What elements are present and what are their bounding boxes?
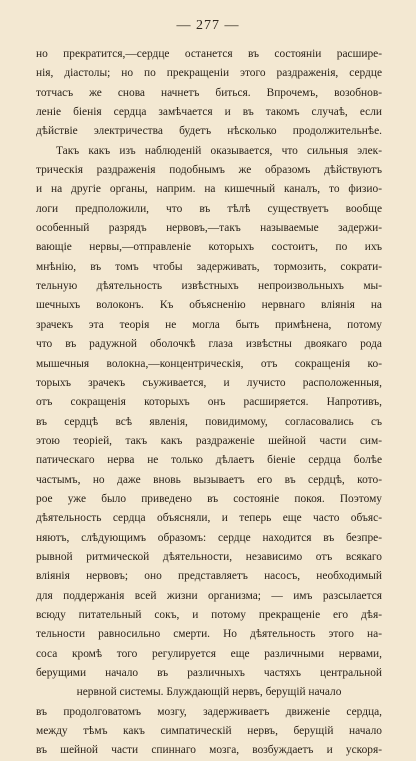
text-line: вающiе нервы,—отправленiе которыхъ состоитъ, по ихъ	[36, 241, 382, 254]
text-line: логи предположили, что въ тѣлѣ существуетъ вообще	[36, 202, 382, 215]
text-line: Такъ какъ изъ наблюденiй оказывается, что сильныя элек-	[56, 144, 382, 157]
text-line: въ продолговатомъ мозгу, задерживаетъ движенiе сердца,	[36, 705, 382, 718]
text-line: дѣйствiе электричества будетъ нѣсколько продолжительнѣе.	[36, 125, 382, 138]
text-line: всюду питательный сокъ, и потому прекращенiе его дѣя-	[36, 608, 382, 621]
text-line: этою теорiей, такъ какъ раздраженiе шейной части сим-	[36, 434, 382, 447]
text-line: дѣятельность сердца объясняли, и теперь еще часто объяс-	[36, 512, 382, 525]
text-line: зрачекъ эта теорiя не могла быть примѣнена, потому	[36, 318, 382, 331]
text-line: мышечныя волокна,—концентрическiя, отъ сокращенiя ко-	[36, 357, 382, 370]
text-line: нiя, дiастолы; но по прекращенiи этого раздраженiя, сердце	[36, 67, 382, 80]
text-line: но прекратится,—сердце останется въ состоянiи расшире-	[36, 48, 382, 60]
body-text	[36, 45, 382, 761]
text-line: между тѣмъ какъ симпатическiй нервъ, берущiй начало	[36, 725, 382, 738]
text-line: патическаго нерва не только дѣлаетъ бiенiе сердца болѣе	[36, 454, 382, 467]
text-line: торыхъ зрачекъ съуживается, и лучисто расположенныя,	[36, 376, 382, 389]
text-line: влiянiя нервовъ; оно представляетъ насосъ, необходимый	[36, 570, 382, 583]
text-line: въ сердцѣ всѣ явленiя, повидимому, согласовались съ	[36, 415, 382, 428]
text-line: мнѣнiю, въ томъ чтобы задерживать, тормозить, сократи-	[36, 260, 382, 273]
text-line: частымъ, но даже вновь вызываетъ его въ сердцѣ, кото-	[36, 473, 382, 486]
text-line: отъ сокращенiя которыхъ онъ расширяется. Напротивъ,	[36, 396, 382, 409]
text-line: рывной ритмической дѣятельности, независимо отъ всякаго	[36, 550, 382, 563]
text-line: для поддержанiя всей жизни организма; — имъ разсылается	[36, 589, 382, 602]
page-number: — 277 —	[176, 18, 240, 33]
text-line: и на другiе органы, наприм. на кишечный каналъ, то физио-	[36, 183, 382, 196]
text-line: ленiе бiенiя сердца замѣчается и въ такомъ случаѣ, если	[36, 106, 382, 119]
text-line: шечныхъ волоконъ. Къ объясненiю нервнаго влiянiя на	[36, 299, 382, 312]
text-line: въ шейной части спиннаго мозга, возбуждаетъ и ускоря-	[36, 744, 382, 757]
text-line: нервной системы. Блуждающiй нервъ, берущiй начало	[76, 686, 342, 699]
text-line: тельную дѣятельность извѣстныхъ непроизвольныхъ мы-	[36, 280, 382, 293]
text-line: рое уже было приведено въ состоянiе покоя. Поэтому	[36, 492, 382, 505]
text-line: берущими начало въ различныхъ частяхъ центральной	[36, 667, 382, 679]
text-line: тельности равносильно смерти. Но дѣятельность этого на-	[36, 628, 382, 641]
text-line: няютъ, слѣдующимъ образомъ: сердце находится въ безпре-	[36, 531, 382, 544]
text-line: особенный разрядъ нервовъ,—такъ называемые задержи-	[36, 222, 382, 235]
text-line: трическiя раздраженiя подобнымъ же образомъ дѣйствуютъ	[36, 164, 382, 177]
text-line: что въ радужной оболочкѣ глаза извѣстны двоякаго рода	[36, 338, 382, 351]
text-line: соса кромѣ того регулируется еще различными нервами,	[36, 647, 382, 660]
text-line: тотчасъ же снова начнетъ биться. Впрочемъ, возобнов-	[36, 86, 382, 99]
